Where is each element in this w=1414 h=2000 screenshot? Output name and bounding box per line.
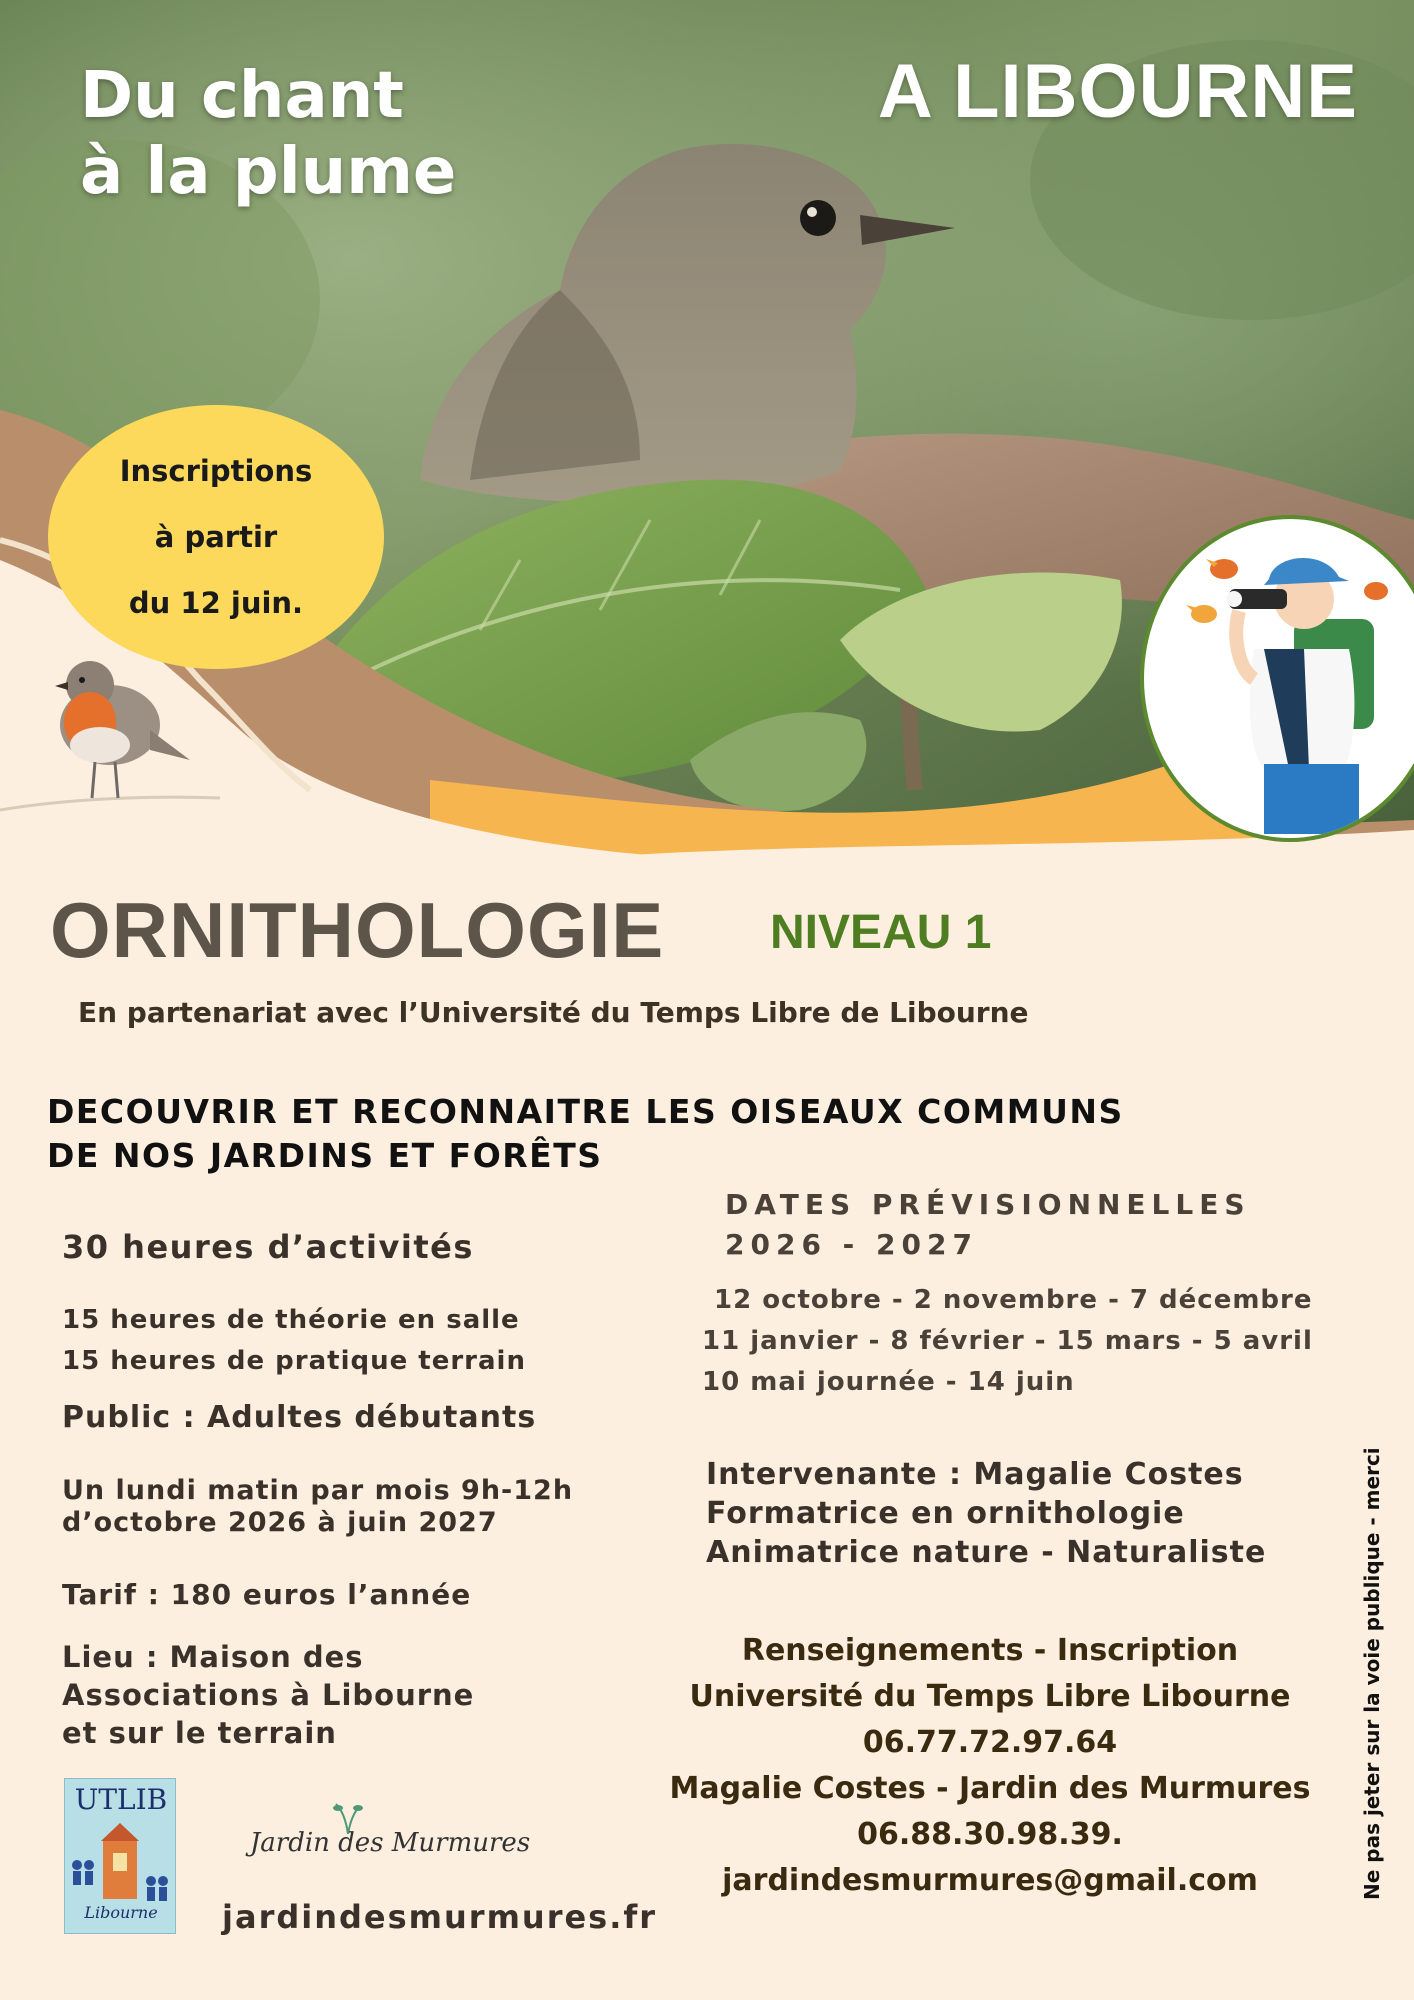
- badge-line-1: Inscriptions: [119, 454, 313, 488]
- speaker-line-3: Animatrice nature - Naturaliste: [706, 1535, 1267, 1570]
- contact-phone-2[interactable]: 06.88.30.98.39.: [857, 1817, 1123, 1852]
- schedule-line-1: Un lundi matin par mois 9h-12h: [62, 1475, 574, 1506]
- tagline-line-2: à la plume: [80, 135, 457, 209]
- tagline: [80, 58, 456, 210]
- hours-theory: 15 heures de théorie en salle: [62, 1305, 520, 1335]
- dates-heading-line-2: 2026 - 2027: [725, 1228, 978, 1261]
- website-link[interactable]: jardindesmurmures.fr: [222, 1898, 658, 1936]
- dates-line-1: 12 octobre - 2 novembre - 7 décembre: [714, 1285, 1313, 1315]
- speaker-info: [706, 1455, 1266, 1572]
- contact-org-1: Université du Temps Libre Libourne: [689, 1679, 1291, 1714]
- city-title: A LIBOURNE: [877, 49, 1358, 134]
- dates-line-2: 11 janvier - 8 février - 15 mars - 5 avril: [702, 1326, 1313, 1356]
- birdwatcher-icon: [1144, 519, 1414, 838]
- schedule: [62, 1475, 573, 1539]
- registration-badge: [48, 405, 384, 669]
- speaker-line-2: Formatrice en ornithologie: [706, 1496, 1185, 1531]
- intro-line-2: DE NOS JARDINS ET FORÊTS: [47, 1136, 603, 1175]
- level-label: NIVEAU 1: [770, 906, 992, 959]
- dates-list: [702, 1280, 1313, 1403]
- contact-org-2: Magalie Costes - Jardin des Murmures: [669, 1771, 1311, 1806]
- location-line-3: et sur le terrain: [62, 1716, 337, 1750]
- dates-line-3: 10 mai journée - 14 juin: [702, 1367, 1075, 1397]
- price: Tarif : 180 euros l’année: [62, 1578, 472, 1611]
- tagline-line-1: Du chant: [80, 59, 404, 133]
- speaker-line-1: Intervenante : Magalie Costes: [706, 1457, 1244, 1492]
- robin-illustration: [0, 650, 230, 830]
- location-line-1: Lieu : Maison des: [62, 1640, 364, 1674]
- contact-block: [630, 1628, 1350, 1904]
- intro-line-1: DECOUVRIR ET RECONNAITRE LES OISEAUX COMMUNS: [47, 1092, 1124, 1131]
- contact-heading: Renseignements - Inscription: [741, 1633, 1239, 1668]
- jardin-des-murmures-logo: [240, 1800, 540, 1880]
- utlib-logo-subtitle: Libourne: [84, 1903, 158, 1922]
- dates-heading: [725, 1185, 1251, 1265]
- contact-phone-1[interactable]: 06.77.72.97.64: [862, 1725, 1118, 1760]
- location-line-2: Associations à Libourne: [62, 1678, 475, 1712]
- intro-heading: [47, 1090, 1124, 1178]
- utlib-logo-title: UTLIB: [74, 1783, 168, 1816]
- partnership-line: En partenariat avec l’Université du Temps Libre de Libourne: [78, 996, 1029, 1029]
- hours-breakdown: [62, 1300, 526, 1382]
- hours-total: 30 heures d’activités: [62, 1228, 474, 1266]
- location: [62, 1638, 474, 1752]
- badge-line-2: à partir: [154, 520, 278, 554]
- vertical-note: Ne pas jeter sur la voie publique - merci: [1360, 1447, 1384, 1900]
- schedule-line-2: d’octobre 2026 à juin 2027: [62, 1507, 498, 1538]
- contact-email[interactable]: jardindesmurmures@gmail.com: [722, 1863, 1258, 1898]
- dates-heading-line-1: DATES PRÉVISIONNELLES: [725, 1188, 1251, 1221]
- utlib-logo: [64, 1778, 176, 1934]
- building-icon: [65, 1819, 176, 1903]
- audience: Public : Adultes débutants: [62, 1400, 537, 1435]
- badge-line-3: du 12 juin.: [128, 586, 304, 620]
- jardin-logo-text: Jardin des Murmures: [249, 1828, 531, 1858]
- page-title: ORNITHOLOGIE: [50, 886, 665, 974]
- hours-practice: 15 heures de pratique terrain: [62, 1346, 526, 1376]
